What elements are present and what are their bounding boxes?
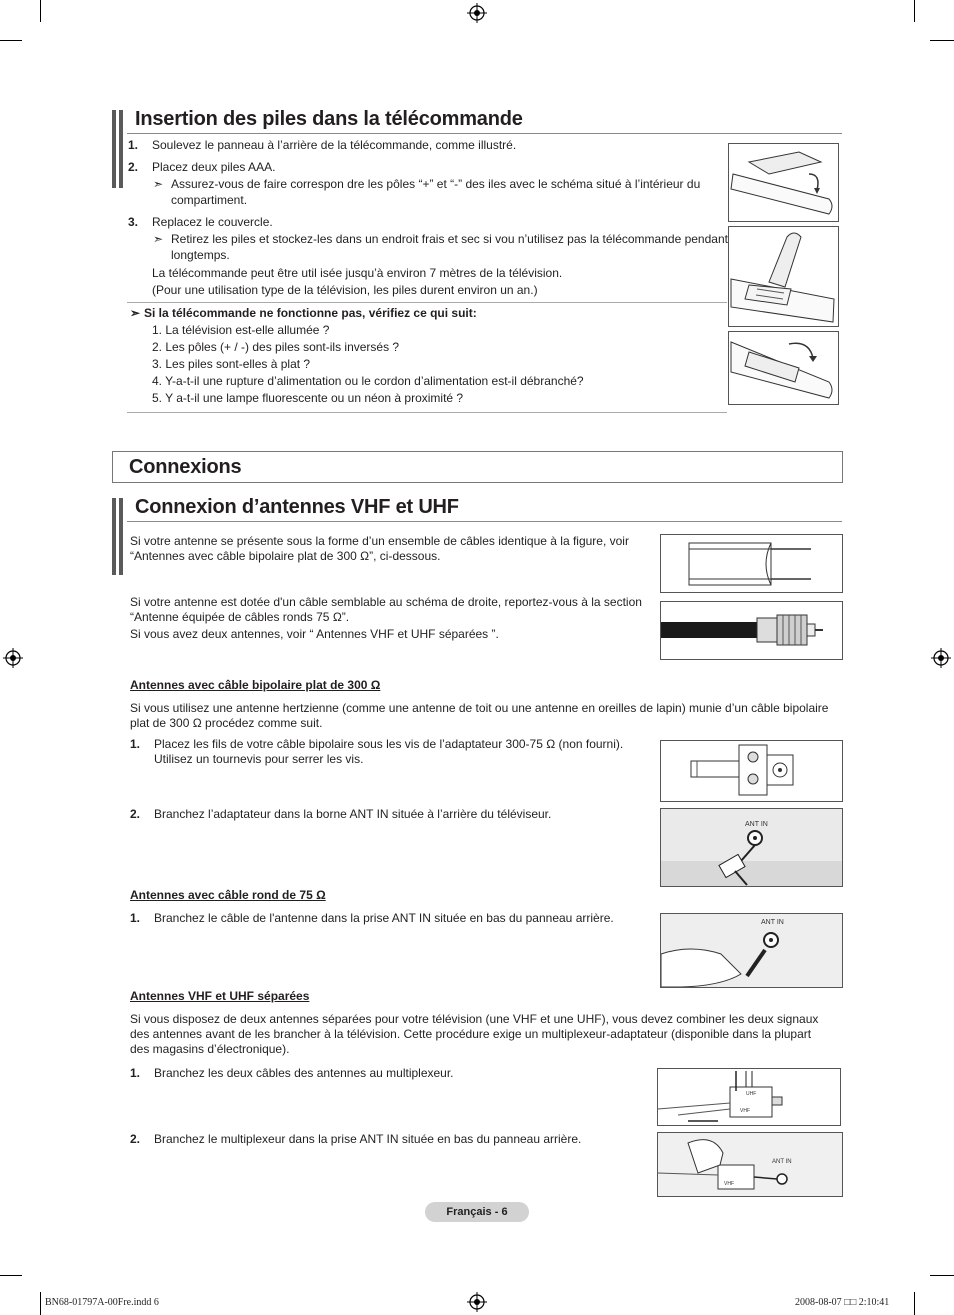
section-bar bbox=[119, 110, 123, 188]
multiplexer-figure bbox=[657, 1068, 841, 1126]
step-number: 3. bbox=[128, 215, 139, 229]
step-text: Branchez les deux câbles des antennes au multiplexeur. bbox=[154, 1066, 454, 1080]
section-bar bbox=[112, 498, 116, 575]
check-item: 5. Y a-t-il une lampe fluorescente ou un néon à proximité ? bbox=[152, 391, 464, 405]
divider bbox=[127, 302, 727, 303]
paragraph: Si vous disposez de deux antennes séparées pour votre télévision (une VHF et une UHF), vous devez combiner les deux signaux bbox=[130, 1012, 819, 1026]
crop-mark bbox=[0, 40, 22, 41]
intro-text: “Antenne équipée de câbles ronds 75 Ω”. bbox=[130, 610, 350, 624]
intro-text: Si votre antenne est dotée d'un câble semblable au schéma de droite, reportez-vous à la section bbox=[130, 595, 642, 609]
subsection-title: Antennes avec câble bipolaire plat de 300 Ω bbox=[130, 678, 381, 692]
step-text: Replacez le couvercle. bbox=[152, 215, 273, 229]
range-note: (Pour une utilisation type de la télévision, les piles durent environ un an.) bbox=[152, 283, 538, 297]
check-item: 4. Y-a-t-il une rupture d’alimentation ou le cordon d’alimentation est-il débranché? bbox=[152, 374, 584, 388]
paragraph: des antennes avant de les brancher à la télévision. Cette procédure exige un multiplexeur-adaptateur (disponible dans la plupart bbox=[130, 1027, 812, 1041]
check-item: 3. Les piles sont-elles à plat ? bbox=[152, 357, 311, 371]
paragraph: des magasins d’électronique). bbox=[130, 1042, 290, 1056]
ant-in-label: ANT IN bbox=[761, 919, 784, 926]
registration-mark-icon bbox=[3, 648, 23, 668]
vhf-label: VHF bbox=[724, 1181, 734, 1187]
crop-mark bbox=[40, 1292, 41, 1315]
remote-close-figure bbox=[728, 331, 839, 405]
subsection-title: Antennes avec câble rond de 75 Ω bbox=[130, 888, 326, 902]
crop-mark bbox=[914, 0, 915, 22]
intro-text: Si vous avez deux antennes, voir “ Antennes VHF et UHF séparées ”. bbox=[130, 627, 499, 641]
check-arrow-icon: ➣ bbox=[130, 306, 141, 320]
section-bar bbox=[119, 498, 123, 575]
step-number: 1. bbox=[130, 911, 141, 925]
step-text: Branchez l’adaptateur dans la borne ANT IN située à l’arrière du téléviseur. bbox=[154, 807, 552, 821]
adapter-figure bbox=[660, 740, 843, 802]
step-number: 2. bbox=[128, 160, 139, 174]
note-text: Retirez les piles et stockez-les dans un endroit frais et sec si vou n’utilisez pas la télécommande pendant bbox=[171, 232, 728, 246]
section-title: Connexions bbox=[129, 456, 242, 478]
title-rule bbox=[127, 521, 842, 522]
step-number: 1. bbox=[128, 138, 139, 152]
vhf-label: VHF bbox=[740, 1108, 750, 1114]
ant-in-label: ANT IN bbox=[745, 821, 768, 828]
check-title: Si la télécommande ne fonctionne pas, vérifiez ce qui suit: bbox=[144, 306, 477, 320]
step-text: Placez deux piles AAA. bbox=[152, 160, 276, 174]
step-text: Placez les fils de votre câble bipolaire sous les vis de l’adaptateur 300-75 Ω (non fourni). bbox=[154, 737, 624, 751]
registration-mark-icon bbox=[931, 648, 951, 668]
registration-mark-icon bbox=[467, 3, 487, 23]
subsection-title: Antennes VHF et UHF séparées bbox=[130, 989, 310, 1003]
paragraph: Si vous utilisez une antenne hertzienne (comme une antenne de toit ou une antenne en oreilles de lapin) munie d’un câble bipolaire bbox=[130, 701, 829, 715]
step-number: 1. bbox=[130, 737, 141, 751]
uhf-label: UHF bbox=[746, 1091, 757, 1097]
remote-batteries-figure bbox=[728, 226, 839, 327]
step-number: 2. bbox=[130, 1132, 141, 1146]
note-text: compartiment. bbox=[171, 193, 248, 207]
ant-in-adapter-figure bbox=[660, 808, 843, 887]
range-text: La télécommande peut être util isée jusqu’à environ 7 mètres de la télévision. bbox=[152, 266, 563, 280]
step-text: Branchez le câble de l'antenne dans la prise ANT IN située en bas du panneau arrière. bbox=[154, 911, 614, 925]
multiplexer-ant-in-figure bbox=[657, 1132, 843, 1197]
note-arrow-icon: ➣ bbox=[153, 177, 164, 191]
remote-open-figure bbox=[728, 143, 839, 222]
check-item: 1. La télévision est-elle allumée ? bbox=[152, 323, 330, 337]
registration-mark-icon bbox=[467, 1292, 487, 1312]
step-text: Branchez le multiplexeur dans la prise ANT IN située en bas du panneau arrière. bbox=[154, 1132, 582, 1146]
flat-cable-figure bbox=[660, 534, 843, 593]
crop-mark bbox=[930, 40, 954, 41]
title-rule bbox=[127, 133, 842, 134]
note-text: Assurez-vous de faire correspon dre les pôles “+” et “-” des iles avec le schéma situé à l’intérieur du bbox=[171, 177, 701, 191]
check-item: 2. Les pôles (+ / -) des piles sont-ils inversés ? bbox=[152, 340, 400, 354]
divider bbox=[127, 412, 727, 413]
step-text: Soulevez le panneau à l’arrière de la télécommande, comme illustré. bbox=[152, 138, 517, 152]
crop-mark bbox=[914, 1292, 915, 1315]
note-arrow-icon: ➣ bbox=[153, 232, 164, 246]
crop-mark bbox=[0, 1275, 22, 1276]
note-text: longtemps. bbox=[171, 248, 230, 262]
step-text: Utilisez un tournevis pour serrer les vis. bbox=[154, 752, 364, 766]
footer-file: BN68-01797A-00Fre.indd 6 bbox=[45, 1297, 159, 1308]
intro-text: “Antennes avec câble bipolaire plat de 300 Ω”, ci-dessous. bbox=[130, 549, 441, 563]
paragraph: plat de 300 Ω procédez comme suit. bbox=[130, 716, 323, 730]
footer-date: 2008-08-07 □□ 2:10:41 bbox=[795, 1297, 890, 1308]
intro-text: Si votre antenne se présente sous la forme d’un ensemble de câbles identique à la figure, voir bbox=[130, 534, 629, 548]
section-title: Insertion des piles dans la télécommande bbox=[135, 108, 523, 130]
coax-ant-in-figure bbox=[660, 913, 843, 988]
coax-cable-figure bbox=[660, 601, 843, 660]
ant-in-label: ANT IN bbox=[772, 1159, 792, 1165]
section-bar bbox=[112, 110, 116, 188]
crop-mark bbox=[930, 1275, 954, 1276]
step-number: 2. bbox=[130, 807, 141, 821]
section-title: Connexion d’antennes VHF et UHF bbox=[135, 496, 459, 518]
page-number-badge: Français - 6 bbox=[425, 1202, 529, 1222]
step-number: 1. bbox=[130, 1066, 141, 1080]
crop-mark bbox=[40, 0, 41, 22]
